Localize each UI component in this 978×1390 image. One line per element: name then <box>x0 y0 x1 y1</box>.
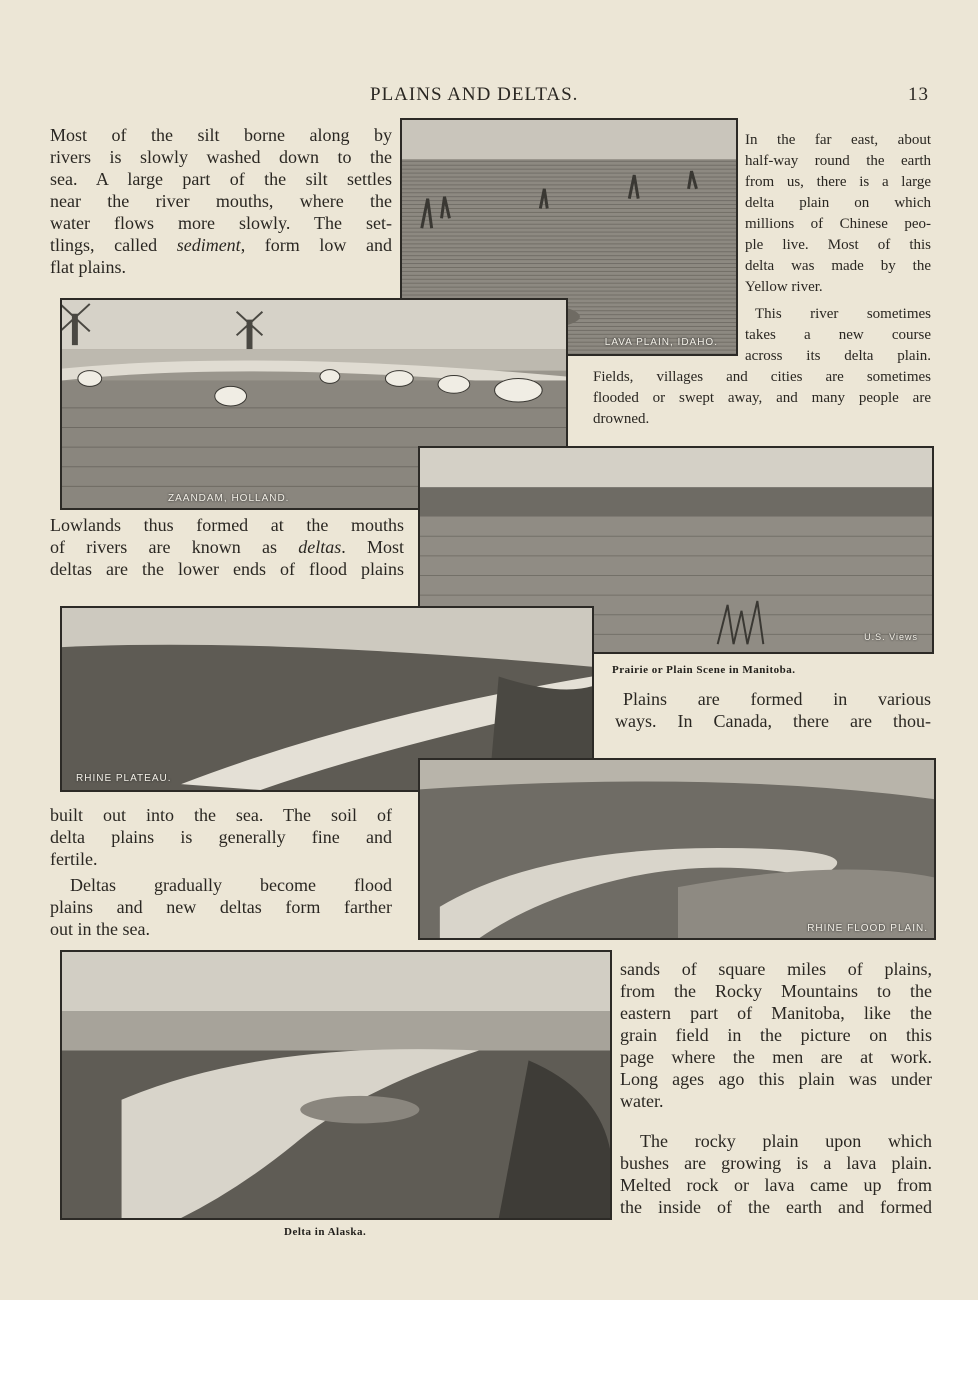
text-line: Fields, villages and cities are sometimes <box>593 369 931 385</box>
text-line: flooded or swept away, and many people are <box>593 390 931 406</box>
page-number: 13 <box>908 84 929 105</box>
figure-label: RHINE FLOOD PLAIN. <box>807 923 928 934</box>
text-line: deltas are the lower ends of flood plains <box>50 559 404 579</box>
text-line: water. <box>620 1091 664 1111</box>
paragraph-rocky-plain <box>620 1130 932 1218</box>
text-line: millions of Chinese peo- <box>745 216 931 232</box>
text-line: half-way round the earth <box>745 153 931 169</box>
text-fragment: , form low and <box>240 235 392 255</box>
text-line <box>50 536 404 558</box>
text-fragment: . Most <box>341 537 405 557</box>
paragraph-built-out <box>50 804 392 870</box>
text-line: from us, there is a large <box>745 174 931 190</box>
text-line: delta plains is generally fine and <box>50 827 392 847</box>
paragraph-plains-formed <box>615 688 931 732</box>
alaska-delta-engraving <box>60 950 612 1220</box>
text-line: sands of square miles of plains, <box>620 959 932 979</box>
rhine-flood-plain-engraving <box>418 758 936 940</box>
text-line: the inside of the earth and formed <box>620 1197 932 1217</box>
text-fragment: tlings, called <box>50 235 177 255</box>
text-line: eastern part of Manitoba, like the <box>620 1003 932 1023</box>
paragraph-new-course <box>745 304 931 367</box>
text-line: Melted rock or lava came up from <box>620 1175 932 1195</box>
paragraph-thousands <box>620 958 932 1112</box>
paragraph-silt <box>50 124 392 278</box>
text-line: out in the sea. <box>50 919 150 939</box>
text-line: grain field in the picture on this <box>620 1025 932 1045</box>
text-line: near the river mouths, where the <box>50 191 392 211</box>
text-line: from the Rocky Mountains to the <box>620 981 932 1001</box>
text-line: sea. A large part of the silt settles <box>50 169 392 189</box>
alaska-delta-picture <box>62 952 610 1218</box>
text-line: Long ages ago this plain was under <box>620 1069 932 1089</box>
text-line: plains and new deltas form farther <box>50 897 392 917</box>
text-line: ple live. Most of this <box>745 237 931 253</box>
text-line <box>50 234 392 256</box>
text-line: bushes are growing is a lava plain. <box>620 1153 932 1173</box>
text-line: Lowlands thus formed at the mouths <box>50 515 404 535</box>
alaska-caption: Delta in Alaska. <box>284 1226 367 1238</box>
text-line: ways. In Canada, there are thou- <box>615 711 931 731</box>
rhine-flood-plain-picture <box>420 760 934 938</box>
text-line: delta plain on which <box>745 195 931 211</box>
prairie-caption: Prairie or Plain Scene in Manitoba. <box>612 664 796 676</box>
text-line: delta was made by the <box>745 258 931 274</box>
emphasis-deltas: deltas <box>298 537 342 557</box>
text-fragment: of rivers are known as <box>50 537 299 557</box>
engraver-mark: U.S. Views <box>864 632 918 642</box>
text-line: water flows more slowly. The set- <box>50 213 392 233</box>
running-header-title: PLAINS AND DELTAS. <box>370 84 579 105</box>
text-line: drowned. <box>593 411 650 427</box>
text-line: page where the men are at work. <box>620 1047 932 1067</box>
text-line: fertile. <box>50 849 98 869</box>
figure-label: RHINE PLATEAU. <box>76 773 172 784</box>
bottom-strip <box>0 1300 978 1390</box>
text-line: The rocky plain upon which <box>640 1131 932 1151</box>
text-line: This river sometimes <box>755 306 931 322</box>
figure-label: LAVA PLAIN, IDAHO. <box>604 337 718 348</box>
text-line: takes a new course <box>745 327 931 343</box>
text-line: Most of the silt borne along by <box>50 125 392 145</box>
text-line: In the far east, about <box>745 132 931 148</box>
figure-label: ZAANDAM, HOLLAND. <box>168 493 290 504</box>
emphasis-sediment: sediment <box>176 235 241 255</box>
paragraph-far-east <box>745 130 931 298</box>
paragraph-deltas-become <box>50 874 392 940</box>
text-line: Plains are formed in various <box>623 689 931 709</box>
text-line: across its delta plain. <box>745 348 931 364</box>
text-line: built out into the sea. The soil of <box>50 805 392 825</box>
text-line: Deltas gradually become flood <box>70 875 392 895</box>
text-line: flat plains. <box>50 257 126 277</box>
paragraph-new-course-cont <box>593 367 931 430</box>
text-line: rivers is slowly washed down to the <box>50 147 392 167</box>
paragraph-lowlands <box>50 514 404 580</box>
text-line: Yellow river. <box>745 279 823 295</box>
